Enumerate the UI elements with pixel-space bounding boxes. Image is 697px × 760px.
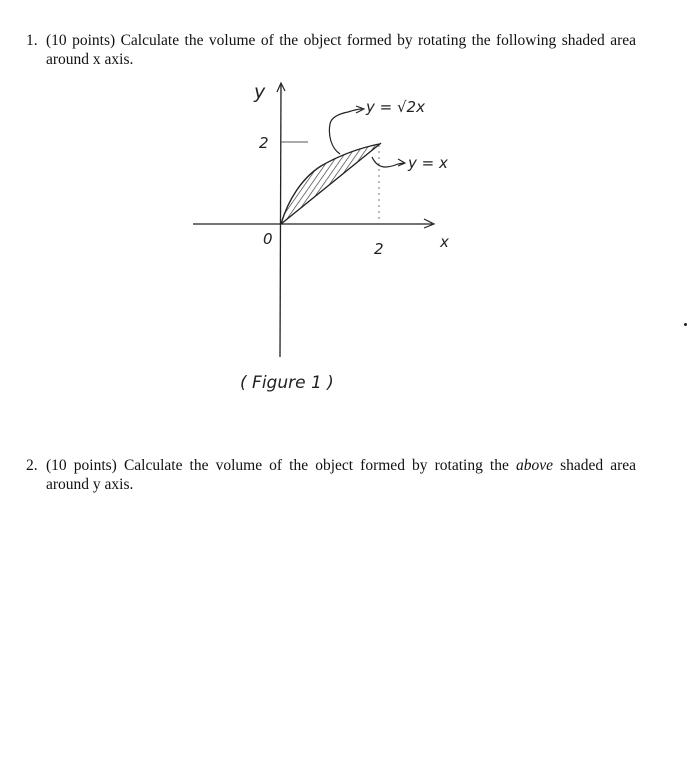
curve-lower xyxy=(281,143,381,224)
question-1 xyxy=(26,31,636,69)
x-axis-label: x xyxy=(440,233,449,251)
question-text xyxy=(26,456,636,494)
question-emphasis: above xyxy=(515,457,553,474)
upper-curve-label: y = √2x xyxy=(366,98,425,116)
x-tick-label: 2 xyxy=(374,240,384,258)
question-number: 1. xyxy=(26,32,38,49)
upper-curve-callout xyxy=(329,109,362,154)
question-body-start: Calculate the volume of the object formed by rotating the xyxy=(123,457,516,474)
origin-label: 0 xyxy=(263,230,273,248)
y-tick-label: 2 xyxy=(259,134,269,152)
scan-speck xyxy=(684,323,687,326)
question-number: 2. xyxy=(26,457,38,474)
figure-graph xyxy=(188,72,460,407)
y-axis-label: y xyxy=(254,81,266,103)
question-2 xyxy=(26,456,636,494)
lower-curve-label: y = x xyxy=(408,154,448,172)
question-text xyxy=(26,31,636,69)
question-body-end: shaded area around y axis. xyxy=(46,457,637,493)
question-points: (10 points) xyxy=(46,457,117,474)
y-axis xyxy=(280,85,281,357)
figure-1 xyxy=(188,72,460,407)
question-body: Calculate the volume of the object formed by rotating the following shaded area around x axis. xyxy=(46,32,636,68)
lower-curve-callout-arrow xyxy=(398,159,405,166)
question-points: (10 points) xyxy=(46,32,116,49)
figure-caption: ( Figure 1 ) xyxy=(240,373,334,393)
